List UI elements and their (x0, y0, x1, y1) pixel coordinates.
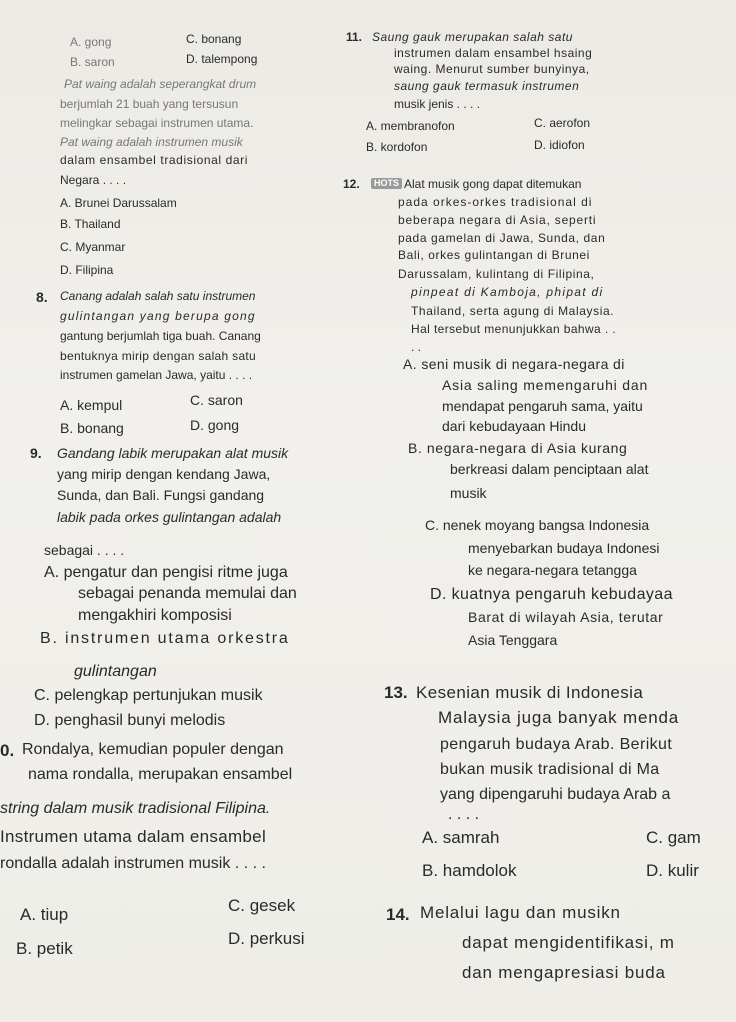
q12-line8: Thailand, serta agung di Malaysia. (411, 304, 615, 318)
option-a: A. gong (70, 35, 112, 49)
option-d: D. talempong (186, 52, 258, 66)
q14-number: 14. (386, 905, 410, 924)
q10-line1: Rondalya, kemudian populer dengan (22, 741, 284, 758)
q-patwaing-line1: Pat waing adalah seperangkat drum (64, 77, 257, 91)
q12-option-b-line1: B. negara-negara di Asia kurang (408, 440, 628, 456)
q12-option-a-line4: dari kebudayaan Hindu (442, 418, 586, 434)
q8-line2: gulintangan yang berupa gong (60, 309, 256, 323)
q8-line5: instrumen gamelan Jawa, yaitu . . . . (60, 368, 253, 382)
q13-line1: Kesenian musik di Indonesia (416, 683, 644, 702)
q11-number: 11. (346, 30, 363, 44)
q13-line4: bukan musik tradisional di Ma (440, 761, 660, 778)
q12-line6: Darussalam, kulintang di Filipina, (398, 267, 595, 281)
q-patwaing-line5: dalam ensambel tradisional dari (60, 153, 249, 167)
q12-line7: pinpeat di Kamboja, phipat di (411, 285, 604, 299)
q8-number: 8. (36, 289, 48, 305)
q8-option-c: C. saron (190, 392, 243, 408)
q12-option-d-line3: Asia Tenggara (468, 632, 558, 648)
q10-line3: string dalam musik tradisional Filipina. (0, 800, 271, 817)
q9-option-b-line1: B. instrumen utama orkestra (40, 630, 290, 647)
q10-line4: Instrumen utama dalam ensambel (0, 827, 267, 846)
q11-option-c: C. aerofon (534, 116, 591, 130)
q12-option-a-line3: mendapat pengaruh sama, yaitu (442, 398, 643, 414)
q13-line2: Malaysia juga banyak menda (438, 708, 679, 727)
q9-option-b-line2: gulintangan (74, 663, 157, 680)
q12-option-d-line1: D. kuatnya pengaruh kebudayaa (430, 586, 673, 603)
q13-line3: pengaruh budaya Arab. Berikut (440, 736, 673, 753)
q10-line5: rondalla adalah instrumen musik . . . . (0, 855, 266, 872)
q12-number: 12. (343, 177, 360, 191)
q12-line5: Bali, orkes gulintangan di Brunei (398, 248, 590, 262)
q11-line3: waing. Menurut sumber bunyinya, (394, 62, 590, 76)
q-patwaing-option-c: C. Myanmar (60, 240, 126, 254)
q14-line3: dan mengapresiasi buda (462, 963, 666, 982)
q10-option-a: A. tiup (20, 905, 69, 924)
q9-option-a-line1: A. pengatur dan pengisi ritme juga (44, 564, 288, 581)
q13-number: 13. (384, 683, 408, 702)
q10-option-c: C. gesek (228, 896, 296, 915)
q13-option-b: B. hamdolok (422, 861, 517, 880)
q12-option-a-line1: A. seni musik di negara-negara di (403, 356, 625, 372)
q-patwaing-line3: melingkar sebagai instrumen utama. (60, 116, 254, 130)
q13-option-d: D. kulir (646, 861, 699, 880)
q8-option-b: B. bonang (60, 420, 124, 436)
q12-line9: Hal tersebut menunjukkan bahwa . . (411, 322, 617, 336)
q-patwaing-line6: Negara . . . . (60, 173, 127, 187)
q9-line2: yang mirip dengan kendang Jawa, (57, 466, 271, 482)
option-c: C. bonang (186, 32, 242, 46)
q9-line3: Sunda, dan Bali. Fungsi gandang (57, 487, 265, 503)
q11-line2: instrumen dalam ensambel hsaing (394, 46, 593, 60)
q12-option-b-line3: musik (450, 485, 487, 501)
q10-line2: nama rondalla, merupakan ensambel (28, 766, 293, 783)
q12-line4: pada gamelan di Jawa, Sunda, dan (398, 231, 606, 245)
q8-line1: Canang adalah salah satu instrumen (60, 289, 256, 303)
q14-line1: Melalui lagu dan musikn (420, 903, 621, 922)
q-patwaing-option-b: B. Thailand (60, 217, 121, 231)
q12-line3: beberapa negara di Asia, seperti (398, 213, 597, 227)
q-patwaing-line4: Pat waing adalah instrumen musik (60, 135, 243, 149)
q9-option-a-line3: mengakhiri komposisi (78, 607, 232, 624)
q9-number: 9. (30, 445, 42, 461)
q13-line5: yang dipengaruhi budaya Arab a (440, 786, 671, 803)
q8-option-d: D. gong (190, 417, 240, 433)
q9-option-d: D. penghasil bunyi melodis (34, 712, 226, 729)
q12-option-c-line2: menyebarkan budaya Indonesi (468, 540, 660, 556)
q9-line1: Gandang labik merupakan alat musik (57, 445, 289, 461)
hots-badge: HOTS (371, 176, 402, 192)
q9-option-a-line2: sebagai penanda memulai dan (78, 585, 297, 602)
q12-option-c-line1: C. nenek moyang bangsa Indonesia (425, 517, 650, 533)
q11-line4: saung gauk termasuk instrumen (394, 79, 580, 93)
q14-line2: dapat mengidentifikasi, m (462, 933, 675, 952)
q12-line2: pada orkes-orkes tradisional di (398, 195, 593, 209)
q8-line3: gantung berjumlah tiga buah. Canang (60, 329, 261, 343)
q12-option-a-line2: Asia saling memengaruhi dan (442, 377, 649, 393)
q-patwaing-line2: berjumlah 21 buah yang tersusun (60, 97, 239, 111)
q9-option-c: C. pelengkap pertunjukan musik (34, 687, 263, 704)
q-patwaing-option-a: A. Brunei Darussalam (60, 196, 177, 210)
q11-option-b: B. kordofon (366, 140, 428, 154)
option-b: B. saron (70, 55, 115, 69)
q13-option-c: C. gam (646, 828, 701, 847)
q12-option-d-line2: Barat di wilayah Asia, terutar (468, 609, 664, 625)
q13-option-a: A. samrah (422, 828, 500, 847)
q12-line1: Alat musik gong dapat ditemukan (404, 177, 582, 191)
q10-option-d: D. perkusi (228, 929, 305, 948)
q9-line4: labik pada orkes gulintangan adalah (57, 509, 282, 525)
q13-line6: . . . . (448, 806, 480, 823)
q9-line5: sebagai . . . . (44, 542, 125, 558)
q11-option-d: D. idiofon (534, 138, 585, 152)
q12-line10: . . (411, 340, 422, 354)
q-patwaing-option-d: D. Filipina (60, 263, 114, 277)
q10-number: 0. (0, 741, 15, 760)
q8-line4: bentuknya mirip dengan salah satu (60, 349, 257, 363)
q12-option-c-line3: ke negara-negara tetangga (468, 562, 637, 578)
q10-option-b: B. petik (16, 939, 73, 958)
q11-line5: musik jenis . . . . (394, 97, 481, 111)
q12-option-b-line2: berkreasi dalam penciptaan alat (450, 461, 649, 477)
q8-option-a: A. kempul (60, 397, 123, 413)
q11-line1: Saung gauk merupakan salah satu (372, 30, 573, 44)
q11-option-a: A. membranofon (366, 119, 455, 133)
